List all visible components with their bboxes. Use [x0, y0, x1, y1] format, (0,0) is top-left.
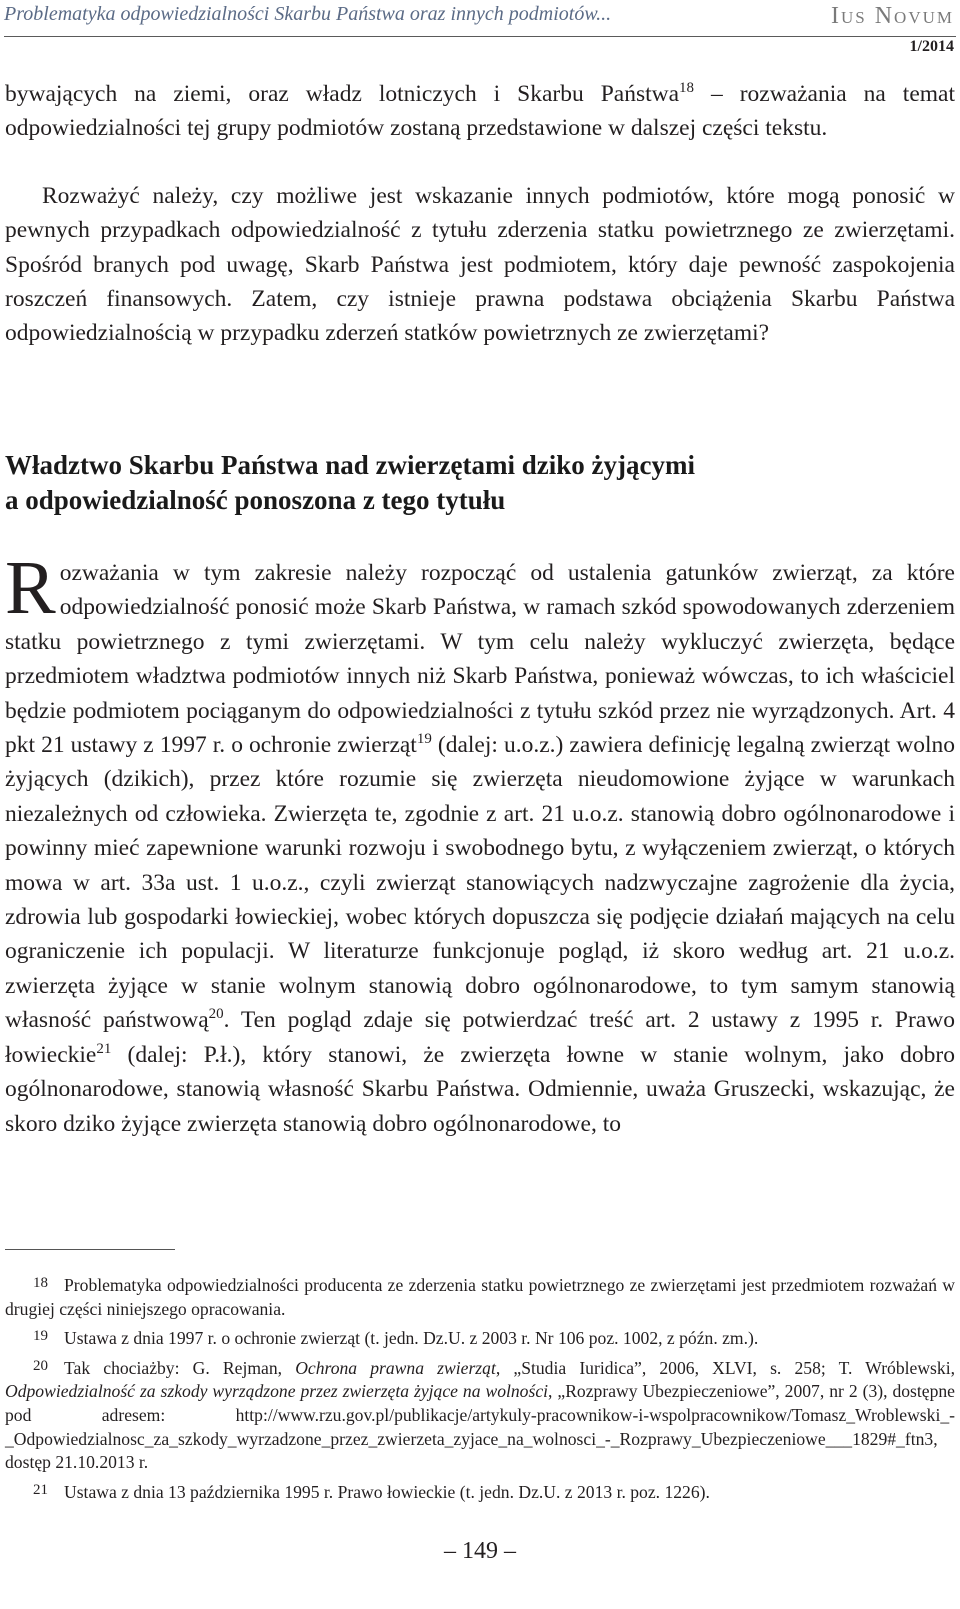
footnote-18: [5, 1272, 955, 1321]
article-running-title: Problematyka odpowiedzialności Skarbu Państwa oraz innych podmiotów...: [4, 3, 612, 25]
footnote-19: [5, 1325, 955, 1351]
paragraph-text: (dalej: u.o.z.) zawiera definicję legalną zwierząt wolno żyjących (dzikich), przez które rozumie się zwierzęta nieudomowione żyjące w warunkach niezależnych od człowieka. Zwierzęta te, zgodnie z art. 21 u.o.z. stanowią dobro ogólnonarodowe i powinny mieć zapewnione warunki rozwoju i swobodnego bytu, z wyłączeniem zwierząt, o których mowa w art. 33a ust. 1 u.o.z., czyli zwierząt stanowiących nadzwyczajne zagrożenie dla życia, zdrowia lub gospodarki łowieckiej, wobec których dopuszcza się podjęcie działań mających na celu ograniczenie ich populacji. W literaturze funkcjonuje pogląd, iż skoro według art. 21 u.o.z. zwierzęta żyjące w stanie wolnym stanowią dobro ogólnonarodowe, to tym samym stanowią własność państwową: [5, 732, 955, 1034]
section-heading: [5, 448, 955, 518]
footnote-21: [5, 1479, 955, 1505]
cited-title: Odpowiedzialność za szkody wyrządzone przez zwierzęta żyjące na wolności: [5, 1381, 549, 1402]
drop-cap: R: [5, 546, 56, 630]
paragraph-text: . Ten pogląd zdaje się potwierdzać treść art. 2 ustawy z 1995 r. Prawo łowieckie: [5, 1007, 955, 1068]
section-heading-line1: Władztwo Skarbu Państwa nad zwierzętami dziko żyjącymi: [5, 450, 695, 480]
paragraph-continued: [5, 77, 955, 146]
footnote-number: 19: [33, 1328, 48, 1345]
footnote-text: Ustawa z dnia 13 października 1995 r. Prawo łowieckie (t. jedn. Dz.U. z 2013 r. poz. 1226).: [64, 1481, 710, 1502]
issue-number: 1/2014: [909, 38, 954, 55]
footnote-ref-19[interactable]: 19: [416, 731, 432, 748]
paragraph-text: – rozważania na temat odpowiedzialności tej grupy podmiotów zostaną przedstawione w dalszej części tekstu.: [5, 81, 955, 142]
footnote-number: 18: [33, 1275, 48, 1291]
footnote-ref-21[interactable]: 21: [96, 1040, 112, 1057]
paragraph: Rozważyć należy, czy możliwe jest wskazanie innych podmiotów, które mogą ponosić w pewnych przypadkach odpowiedzialność z tytułu zderzenia statku powietrznego ze zwierzętami. Spośród branych pod uwagę, Skarb Państwa jest podmiotem, który daje pewność zaspokojenia roszczeń finansowych. Zatem, czy istnieje prawna podstawa obciążenia Skarbu Państwa odpowiedzialnością w przypadku zderzeń statków powietrznych ze zwierzętami?: [5, 183, 955, 347]
footnote-text: Problematyka odpowiedzialności producenta ze zderzenia statku powietrznego ze zwierzętami jest przedmiotem rozważań w drugiej części niniejszego opracowania.: [5, 1275, 955, 1319]
cited-title: Ochrona prawna zwierząt: [295, 1357, 496, 1378]
footnote-number: 20: [33, 1357, 48, 1374]
journal-name: Ius Novum: [830, 3, 954, 29]
footnote-text: Ustawa z dnia 1997 r. o ochronie zwierząt (t. jedn. Dz.U. z 2003 r. Nr 106 poz. 1002, z późn. zm.).: [64, 1328, 759, 1349]
footnote-text: , „Studia Iuridica”, 2006, XLVI, s. 258; T. Wróblewski,: [495, 1357, 955, 1378]
paragraph-text: bywających na ziemi, oraz władz lotniczych i Skarbu Państwa: [5, 81, 680, 107]
footnote-number: 21: [33, 1481, 48, 1498]
footnote-text: Tak chociażby: G. Rejman,: [64, 1357, 296, 1378]
section-heading-line2: a odpowiedzialność ponoszona z tego tytułu: [5, 485, 506, 515]
paragraph-text: ozważania w tym zakresie należy rozpocząć od ustalenia gatunków zwierząt, za które odpowiedzialność ponosić może Skarb Państwa, w ramach szkód spowodowanych zderzeniem statku powietrznego z tymi zwierzętami. W tym celu należy wykluczyć zwierzęta, będące przedmiotem władztwa podmiotów innych niż Skarb Państwa, ponieważ wówczas, to ich właściciel będzie podmiotem pociąganym do odpowiedzialności z tytułu szkód przez nie wyrządzonych. Art. 4 pkt 21 ustawy z 1997 r. o ochronie zwierząt: [5, 560, 955, 759]
footnote-20: [5, 1355, 955, 1475]
footnotes-list: [5, 1272, 955, 1508]
paragraph-text: (dalej: P.ł.), który stanowi, że zwierzęta łowne w stanie wolnym, jako dobro ogólnonarodowe, stanowią własność Skarbu Państwa. Odmiennie, uważa Gruszecki, wskazując, że skoro dziko żyjące zwierzęta stanowią dobro ogólnonarodowe, to: [5, 1041, 955, 1137]
paragraph-with-dropcap: [5, 546, 955, 1141]
footnote-url-text: , „Rozprawy Ubezpieczeniowe”, 2007, nr 2 (3), dostępne pod adresem: http://www.rzu.gov.pl/publikacje/artykuly-pracownikow-i-wspolpracownikow/Tomasz_Wroblewski_-_Odpowiedzialnosc_za_szkody_wyrzadzone_przez_zwierzeta_zyjace_na_wolnosci_-_Rozprawy_Ubezpieczeniowe___1829#_ftn3, dostęp 21.10.2013 r.: [5, 1381, 955, 1473]
footnote-separator: [5, 1249, 175, 1250]
running-header: [4, 2, 956, 37]
footnote-ref-20[interactable]: 20: [208, 1006, 224, 1023]
page-number: – 149 –: [444, 1538, 516, 1564]
footnote-ref-18[interactable]: 18: [679, 80, 695, 96]
